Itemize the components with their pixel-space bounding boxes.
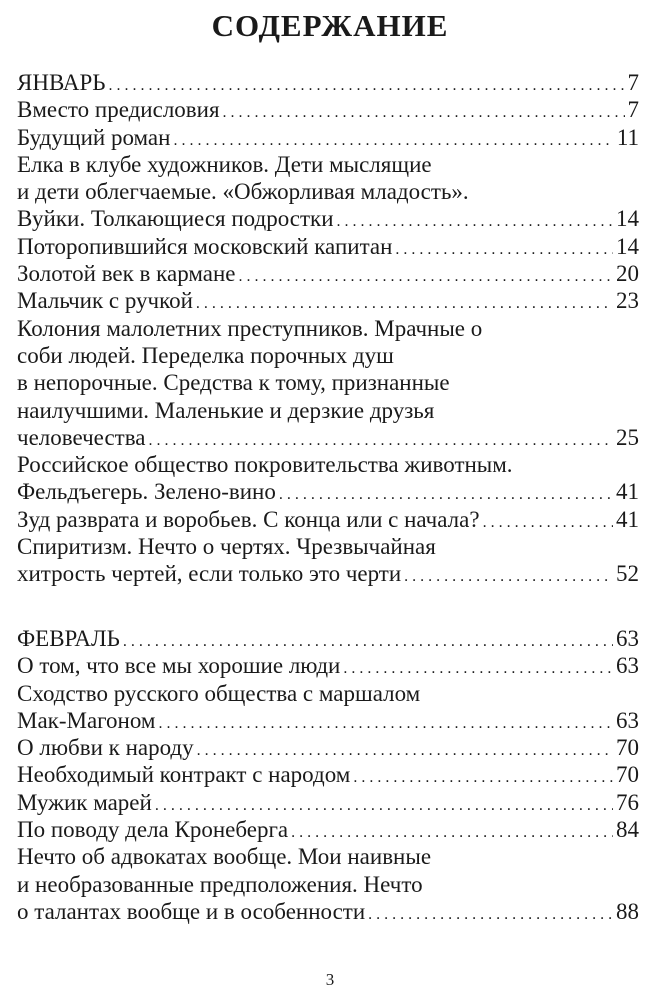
toc-entry [17, 124, 639, 151]
toc-entry-text: Нечто об адвокатах вообще. Мои наивные [17, 844, 432, 870]
toc-entry-text: ЯНВАРЬ [17, 70, 106, 95]
toc-entry [17, 898, 639, 925]
toc-entry-page: 14 [616, 233, 639, 259]
toc-entry [17, 707, 639, 734]
toc-entry [17, 789, 639, 816]
toc-entry-text: Золотой век в кармане [17, 261, 236, 287]
toc-entry-page: 52 [616, 561, 639, 587]
toc-entry-text: в непорочные. Средства к тому, признанные [17, 370, 450, 396]
toc-entry-page: 14 [616, 206, 639, 232]
toc-entry-text: и дети облегчаемые. «Обжорливая младость». [17, 179, 469, 205]
dot-leader [368, 898, 613, 928]
toc-entry-text: Мужик марей [17, 789, 152, 815]
toc-entry-text: Елка в клубе художников. Дети мыслящие [17, 151, 432, 177]
dot-leader [483, 506, 613, 536]
page-title: СОДЕРЖАНИЕ [211, 8, 449, 43]
toc-entry-text: ФЕВРАЛЬ [17, 626, 120, 651]
toc-entry-text: Фельдъегерь. Зелено-вино [17, 479, 276, 505]
toc-entry [17, 560, 639, 587]
toc-entry [17, 761, 639, 788]
toc-entry-page: 41 [616, 479, 639, 505]
toc-entry [17, 315, 639, 342]
toc-entry-text: По поводу дела Кронеберга [17, 817, 289, 843]
toc-entry-page: 88 [616, 898, 639, 924]
toc-entry [17, 96, 639, 123]
toc-entry-text: соби людей. Переделка порочных душ [17, 342, 394, 368]
toc-entry [17, 451, 639, 478]
toc-entry [17, 397, 639, 424]
dot-leader [395, 233, 613, 263]
toc-entry [17, 205, 639, 232]
toc-entry [17, 69, 639, 96]
toc-entry [17, 233, 639, 260]
dot-leader [343, 652, 613, 682]
toc-entry [17, 533, 639, 560]
dot-leader [155, 789, 613, 819]
toc-entry-text: и необразованные предположения. Нечто [17, 871, 423, 897]
toc-entry [17, 816, 639, 843]
toc-entry-text: Вместо предисловия [17, 97, 220, 123]
toc-entry-text: Вуйки. Толкающиеся подростки [17, 206, 334, 232]
dot-leader [337, 205, 613, 235]
toc-entry-page: 76 [616, 789, 639, 815]
dot-leader [108, 69, 624, 99]
toc-entry [17, 178, 639, 205]
toc-entry [17, 287, 639, 314]
toc-entry-page: 70 [616, 735, 639, 761]
toc-entry-text: Спиритизм. Нечто о чертях. Чрезвычайная [17, 534, 436, 560]
dot-leader [173, 124, 613, 154]
dot-leader [353, 761, 613, 791]
toc-entry [17, 478, 639, 505]
toc-entry-text: Мак-Магоном [17, 707, 156, 733]
toc-entry-text: О любви к народу [17, 735, 194, 761]
toc-entry-page: 63 [616, 653, 639, 679]
toc-entry-page: 41 [616, 506, 639, 532]
dot-leader [291, 816, 613, 846]
toc-entry-text: Колония малолетних преступников. Мрачные о [17, 315, 483, 341]
toc-entry [17, 625, 639, 652]
toc-entry-text: человечества [17, 424, 146, 450]
toc-entry-page: 63 [616, 626, 639, 651]
toc-entry-text: хитрость чертей, если только это черти [17, 561, 402, 587]
dot-leader [223, 96, 625, 126]
toc-entry [17, 871, 639, 898]
toc-entry [17, 734, 639, 761]
toc-entry-text: Сходство русского общества с маршалом [17, 680, 421, 706]
toc-entry [17, 652, 639, 679]
dot-leader [197, 734, 613, 764]
toc-entry [17, 260, 639, 287]
toc-entry-text: о талантах вообще и в особенности [17, 898, 366, 924]
toc-entry [17, 680, 639, 707]
toc-entry-page: 7 [627, 70, 639, 95]
toc-entry [17, 843, 639, 870]
toc-entry-page: 70 [616, 762, 639, 788]
dot-leader [238, 260, 613, 290]
toc-entry [17, 151, 639, 178]
dot-leader [279, 478, 613, 508]
dot-leader [404, 560, 613, 590]
dot-leader [196, 287, 613, 317]
dot-leader [123, 625, 613, 655]
toc-entry-page: 7 [627, 97, 639, 123]
toc-entry [17, 369, 639, 396]
toc-entry-text: Мальчик с ручкой [17, 288, 193, 314]
toc-entry-text: Будущий роман [17, 124, 171, 150]
toc-entry [17, 424, 639, 451]
toc-entry-text: Зуд разврата и воробьев. С конца или с начала? [17, 506, 480, 532]
toc-entry-text: наилучшими. Маленькие и дерзкие друзья [17, 397, 435, 423]
toc-entry-page: 25 [616, 424, 639, 450]
toc-section-february [17, 625, 639, 925]
toc-entry-text: Поторопившийся московский капитан [17, 233, 393, 259]
dot-leader [158, 707, 613, 737]
toc-entry [17, 506, 639, 533]
toc-entry-text: Российское общество покровительства животным. [17, 452, 513, 478]
toc-entry [17, 342, 639, 369]
toc-section-january [17, 69, 639, 588]
page-number: 3 [325, 970, 335, 989]
toc-entry-page: 20 [616, 261, 639, 287]
dot-leader [149, 424, 614, 454]
toc-entry-text: О том, что все мы хорошие люди [17, 653, 341, 679]
toc-entry-page: 11 [616, 124, 639, 150]
toc-entry-text: Необходимый контракт с народом [17, 762, 351, 788]
toc-entry-page: 63 [616, 707, 639, 733]
toc-entry-page: 84 [616, 817, 639, 843]
toc-entry-page: 23 [616, 288, 639, 314]
